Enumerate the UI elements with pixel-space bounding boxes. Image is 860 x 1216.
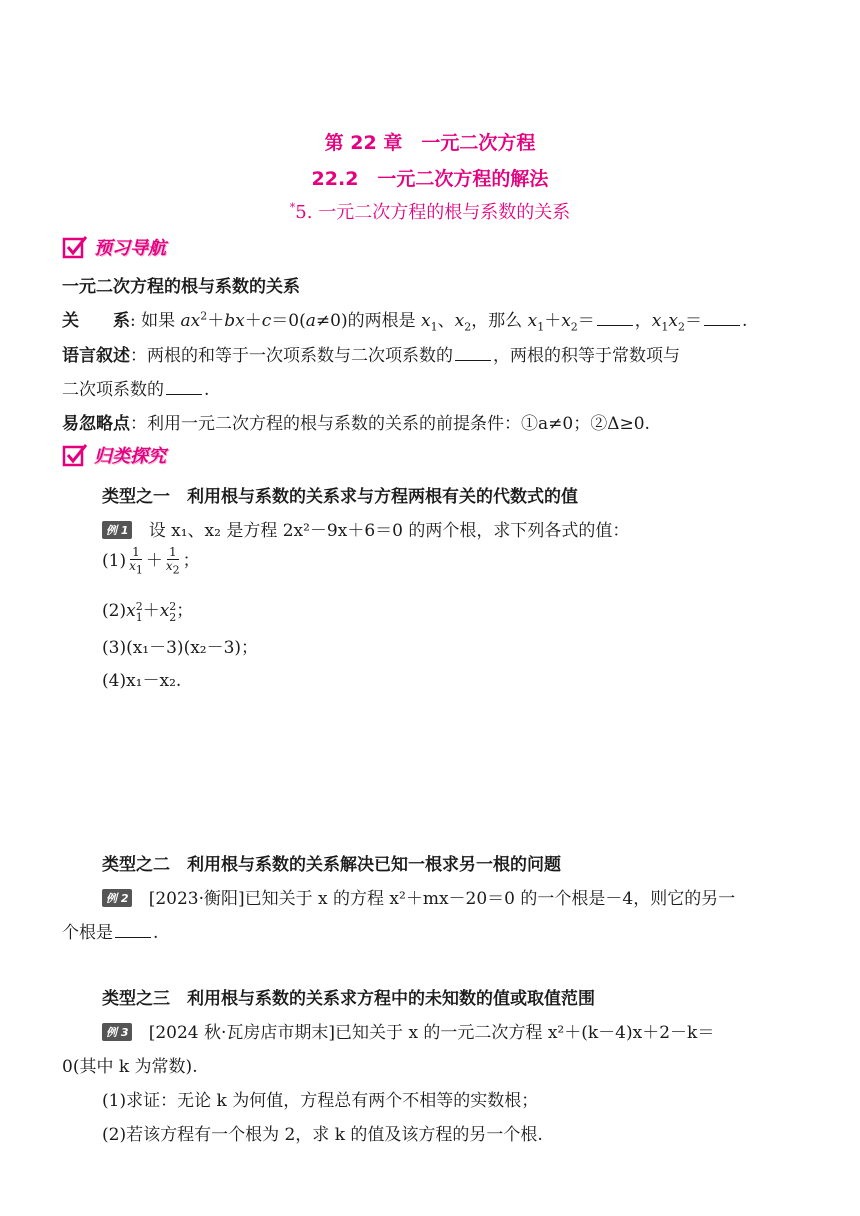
type3-heading: 类型之三 利用根与系数的关系求方程中的未知数的值或取值范围: [102, 989, 595, 1009]
example-badge: 例 2: [102, 889, 132, 907]
explore-section-header: [62, 440, 166, 470]
preview-section-header: [62, 232, 166, 262]
answer-blank[interactable]: [115, 923, 151, 938]
example3: [102, 1018, 714, 1043]
item-number: (1): [102, 551, 127, 571]
subsection-title: [0, 198, 860, 224]
example2-text: [2023·衡阳]已知关于 x 的方程 x²＋mx－20＝0 的一个根是－4，则它的另一: [148, 889, 736, 909]
type1-heading: 类型之一 利用根与系数的关系求与方程两根有关的代数式的值: [102, 487, 578, 507]
checkbox-icon: [62, 234, 88, 260]
example2-line2: 个根是 .: [62, 923, 159, 943]
verbal-line-2: 二次项系数的 .: [62, 380, 210, 400]
example-badge: 例 1: [102, 521, 132, 539]
example3-line2: 0(其中 k 为常数).: [62, 1057, 198, 1077]
example2-text-2: 个根是: [62, 923, 113, 943]
verbal-line: [62, 341, 680, 366]
verbal-term: 语言叙述: [62, 346, 130, 366]
verbal-text-b: ，两根的积等于常数项与: [493, 346, 680, 366]
easy-line: [62, 409, 650, 434]
easy-text: ：利用一元二次方程的根与系数的关系的前提条件：①a≠0；②Δ≥0.: [130, 414, 650, 434]
example1-text: 设 x₁、x₂ 是方程 2x²－9x＋6＝0 的两个根，求下列各式的值：: [148, 521, 630, 541]
answer-blank[interactable]: [704, 311, 740, 326]
answer-blank[interactable]: [597, 311, 633, 326]
subsection-text: 5. 一元二次方程的根与系数的关系: [295, 202, 571, 223]
example1-item2: (2)x 2 1 ＋x 2 2 ；: [102, 599, 194, 624]
optional-mark: *: [289, 201, 296, 214]
relation-line: 关 系: 如果 $ax^2+bx+c=0(a\ne 0)$的两根是 $x_1$、$x_2$，那么 $x_1+x_2=$ ，$x_1x_2=$ .: [62, 309, 748, 334]
example3-text: [2024 秋·瓦房店市期末]已知关于 x 的一元二次方程 x²＋(k－4)x＋2－k＝: [148, 1023, 715, 1043]
example1-item1: (1) $\frac{1}{x_1}$ ＋ $\frac{1}{x_2}$ ；: [102, 545, 200, 577]
chapter-title: 第 22 章 一元二次方程: [324, 132, 536, 154]
type2-heading: 类型之二 利用根与系数的关系解决已知一根求另一根的问题: [102, 855, 561, 875]
checkbox-icon: [62, 442, 88, 468]
example1-item4: (4)x₁－x₂.: [102, 671, 182, 691]
example1: [102, 516, 629, 541]
example3-item2: (2)若该方程有一个根为 2，求 k 的值及该方程的另一个根.: [102, 1125, 543, 1145]
example2: [102, 884, 735, 909]
section-title: 22.2 一元二次方程的解法: [311, 168, 549, 190]
example3-item1: (1)求证：无论 k 为何值，方程总有两个不相等的实数根；: [102, 1091, 539, 1111]
example-badge: 例 3: [102, 1023, 132, 1041]
example1-item3: (3)(x₁－3)(x₂－3)；: [102, 638, 259, 658]
relation-term: 关 系: [62, 311, 130, 331]
verbal-text-c: 二次项系数的: [62, 380, 164, 400]
explore-label: 归类探究: [94, 446, 166, 467]
verbal-text-a: ：两根的和等于一次项系数与二次项系数的: [130, 346, 453, 366]
easy-term: 易忽略点: [62, 414, 130, 434]
relation-text-b: 的两根是: [347, 311, 421, 331]
preview-label: 预习导航: [94, 238, 166, 259]
answer-blank[interactable]: [455, 346, 491, 361]
relation-text-c: ，那么: [471, 311, 528, 331]
answer-blank[interactable]: [166, 380, 202, 395]
preview-heading: 一元二次方程的根与系数的关系: [62, 277, 300, 297]
relation-text-a: 如果: [141, 311, 181, 331]
item-number: (2): [102, 601, 127, 621]
